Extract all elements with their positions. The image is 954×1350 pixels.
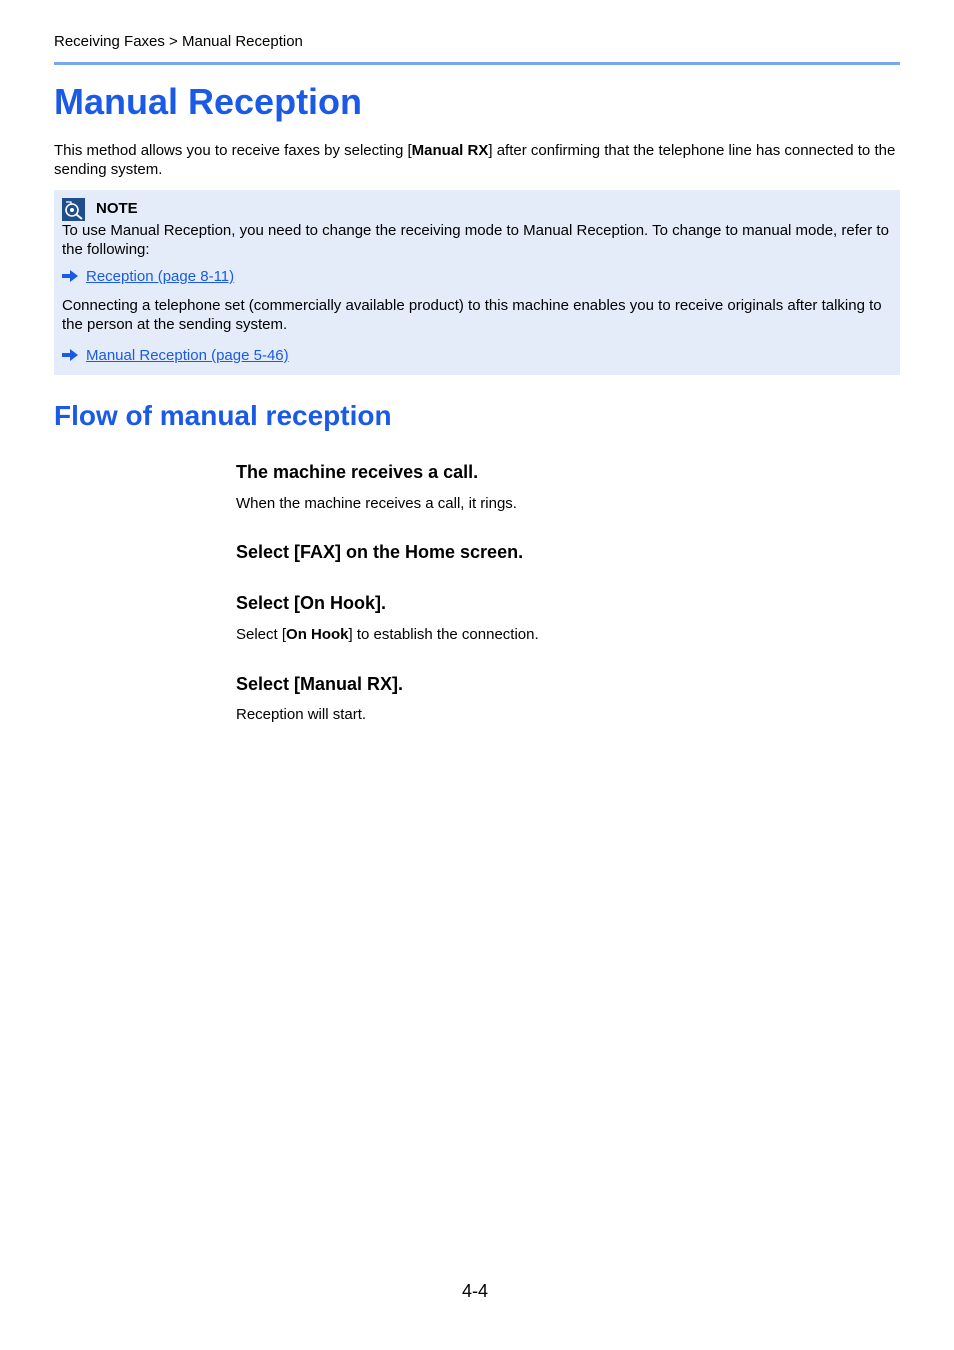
step-3-desc-start: Select [ (236, 626, 287, 643)
note-label: NOTE (96, 200, 138, 217)
note-text-1: To use Manual Reception, you need to change the receiving mode to Manual Reception. To change to manual mode, refer to the following: (62, 222, 889, 258)
page-number: 4-4 (462, 1281, 489, 1301)
header-rule (54, 62, 900, 65)
reference-link-1[interactable] (62, 268, 234, 285)
section-title: Flow of manual reception (54, 400, 392, 431)
step-1-title: The machine receives a call. (236, 462, 479, 482)
step-3-desc-end: ] to establish the connection. (348, 626, 539, 643)
note-icon (62, 198, 85, 221)
note-box (54, 190, 900, 375)
intro-paragraph (54, 141, 900, 179)
reference-link-2[interactable] (62, 347, 289, 364)
intro-text-start: This method allows you to receive faxes by selecting [ (54, 142, 412, 159)
step-4-desc: Reception will start. (236, 706, 367, 723)
intro-text-end: ] after confirming that the telephone line has connected to the sending system. (54, 142, 896, 178)
step-4-title: Select [Manual RX]. (236, 674, 404, 694)
note-text-2: Connecting a telephone set (commercially available product) to this machine enables you to receive originals after talking to the person at the sending system. (62, 297, 882, 333)
arrow-right-icon (62, 270, 78, 282)
step-3-desc-bold: On Hook (286, 626, 349, 643)
link-manual-reception-page[interactable]: Manual Reception (page 5-46) (86, 347, 289, 364)
breadcrumb: Receiving Faxes > Manual Reception (54, 33, 303, 50)
link-reception-page[interactable]: Reception (page 8-11) (86, 268, 235, 285)
step-2-title: Select [FAX] on the Home screen. (236, 542, 524, 562)
arrow-right-icon (62, 349, 78, 361)
step-3-desc (236, 625, 539, 644)
intro-bold-manual-rx: Manual RX (411, 142, 489, 159)
step-1-desc: When the machine receives a call, it rings. (236, 495, 517, 512)
step-3-title: Select [On Hook]. (236, 593, 387, 613)
page-title: Manual Reception (54, 81, 363, 122)
